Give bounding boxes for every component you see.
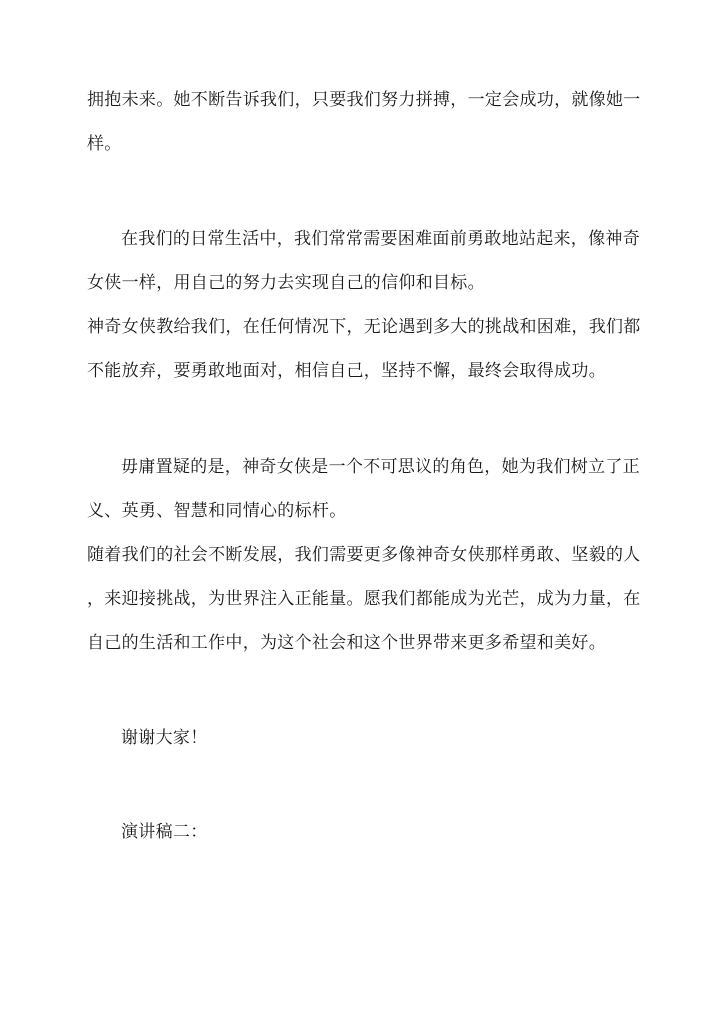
paragraph-1-line-1: 拥抱未来。她不断告诉我们，只要我们努力拼搏，一定会成功，就像她一 [87,90,641,110]
paragraph-4-line-1: 毋庸置疑的是，神奇女侠是一个不可思议的角色，她为我们树立了正 [121,457,640,477]
paragraph-3-line-2: 不能放弃，要勇敢地面对，相信自己，坚持不懈，最终会取得成功。 [87,361,606,381]
paragraph-2-line-1: 在我们的日常生活中，我们常常需要困难面前勇敢地站起来，像神奇 [121,229,640,249]
paragraph-2-line-2: 女侠一样，用自己的努力去实现自己的信仰和目标。 [87,273,485,293]
paragraph-4-line-2: 义、英勇、智慧和同情心的标杆。 [87,501,347,521]
paragraph-1-line-2: 样。 [87,134,122,154]
section-heading-speech-two: 演讲稿二： [121,822,208,842]
closing-thanks: 谢谢大家！ [121,728,208,748]
paragraph-3-line-1: 神奇女侠教给我们，在任何情况下，无论遇到多大的挑战和困难，我们都 [87,317,641,337]
paragraph-5-line-2: ，来迎接挑战，为世界注入正能量。愿我们都能成为光芒，成为力量，在 [87,589,641,609]
paragraph-5-line-1: 随着我们的社会不断发展，我们需要更多像神奇女侠那样勇敢、坚毅的人 [87,545,641,565]
paragraph-5-line-3: 自己的生活和工作中，为这个社会和这个世界带来更多希望和美好。 [87,633,606,653]
